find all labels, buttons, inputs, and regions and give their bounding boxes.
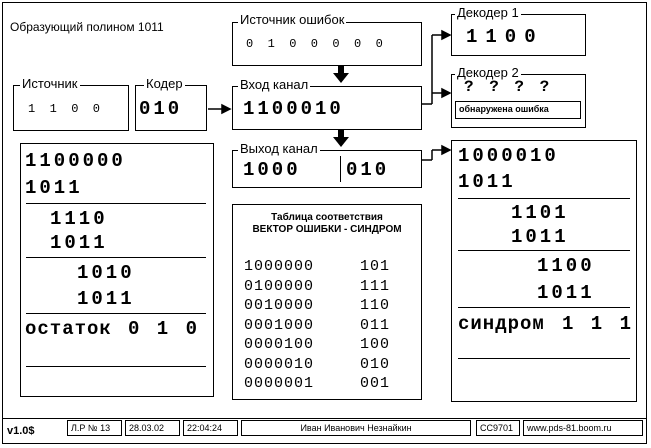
table-vector: 0000010: [244, 355, 315, 373]
table-vector: 0000100: [244, 336, 315, 353]
polynomial-label: Образующий полином 1011: [10, 20, 164, 34]
error-source-value: 0 1 0 0 0 0 0: [246, 37, 383, 51]
right-row-1: 1000010: [458, 145, 559, 167]
table-title-1: Таблица соответствия: [271, 212, 383, 223]
channel-out-title: Выход канал: [240, 141, 318, 156]
left-row-5: 1010: [77, 262, 135, 284]
table-vector: 0000001: [244, 375, 315, 392]
right-row-4: 1011: [511, 226, 569, 248]
table-title-2: ВЕКТОР ОШИБКИ - СИНДРОМ: [252, 224, 402, 235]
left-row-4: 1011: [50, 232, 108, 254]
error-source-title: Источник ошибок: [240, 12, 345, 27]
table-syndrome: 011: [360, 316, 391, 334]
time-label: 22:04:24: [183, 420, 238, 436]
table-vector: 0010000: [244, 297, 315, 314]
decoder2-value: ? ? ? ?: [464, 78, 553, 96]
right-row-3: 1101: [511, 202, 569, 224]
source-title: Источник: [22, 76, 78, 91]
decoder1-value: 1100: [466, 26, 544, 48]
table-syndrome: 101: [360, 258, 391, 275]
table-syndrome: 001: [360, 375, 391, 392]
channel-in-title: Вход канал: [240, 77, 309, 92]
channel-out-value-b: 010: [346, 159, 390, 181]
table-vector: 1000000: [244, 258, 315, 275]
lab-number: Л.Р № 13: [67, 420, 122, 436]
source-value: 1 1 0 0: [28, 102, 101, 116]
remainder-value: 0 1 0: [128, 318, 201, 340]
table-vector: 0001000: [244, 316, 315, 334]
table-syndrome: 110: [360, 297, 391, 314]
syndrome-value: 1 1 1: [562, 313, 635, 335]
code-label: СС9701: [476, 420, 520, 436]
decoder1-title: Декодер 1: [457, 5, 519, 20]
right-row-5: 1100: [537, 255, 595, 277]
channel-in-value: 1100010: [243, 98, 344, 120]
right-row-6: 1011: [537, 282, 595, 304]
left-row-6: 1011: [77, 288, 135, 310]
table-syndrome: 010: [360, 355, 391, 373]
left-row-2: 1011: [25, 177, 83, 199]
author-label: Иван Иванович Незнайкин: [241, 420, 471, 436]
version-label: v1.0$: [7, 425, 35, 437]
right-row-2: 1011: [458, 171, 516, 193]
coder-value: 010: [139, 98, 183, 120]
syndrome-label: синдром: [458, 313, 545, 335]
table-syndrome: 100: [360, 336, 391, 353]
table-syndrome: 111: [360, 277, 391, 295]
left-row-1: 1100000: [25, 150, 126, 172]
channel-out-value-a: 1000: [243, 159, 301, 181]
url-link[interactable]: www.pds-81.boom.ru: [523, 420, 643, 436]
date-label: 28.03.02: [125, 420, 180, 436]
remainder-label: остаток: [25, 318, 112, 340]
left-row-3: 1110: [50, 208, 108, 230]
decoder2-status: обнаружена ошибка: [459, 104, 549, 114]
coder-title: Кодер: [146, 76, 183, 91]
table-vector: 0100000: [244, 277, 315, 295]
decoder2-title: Декодер 2: [457, 65, 519, 80]
status-separator: [2, 418, 647, 419]
